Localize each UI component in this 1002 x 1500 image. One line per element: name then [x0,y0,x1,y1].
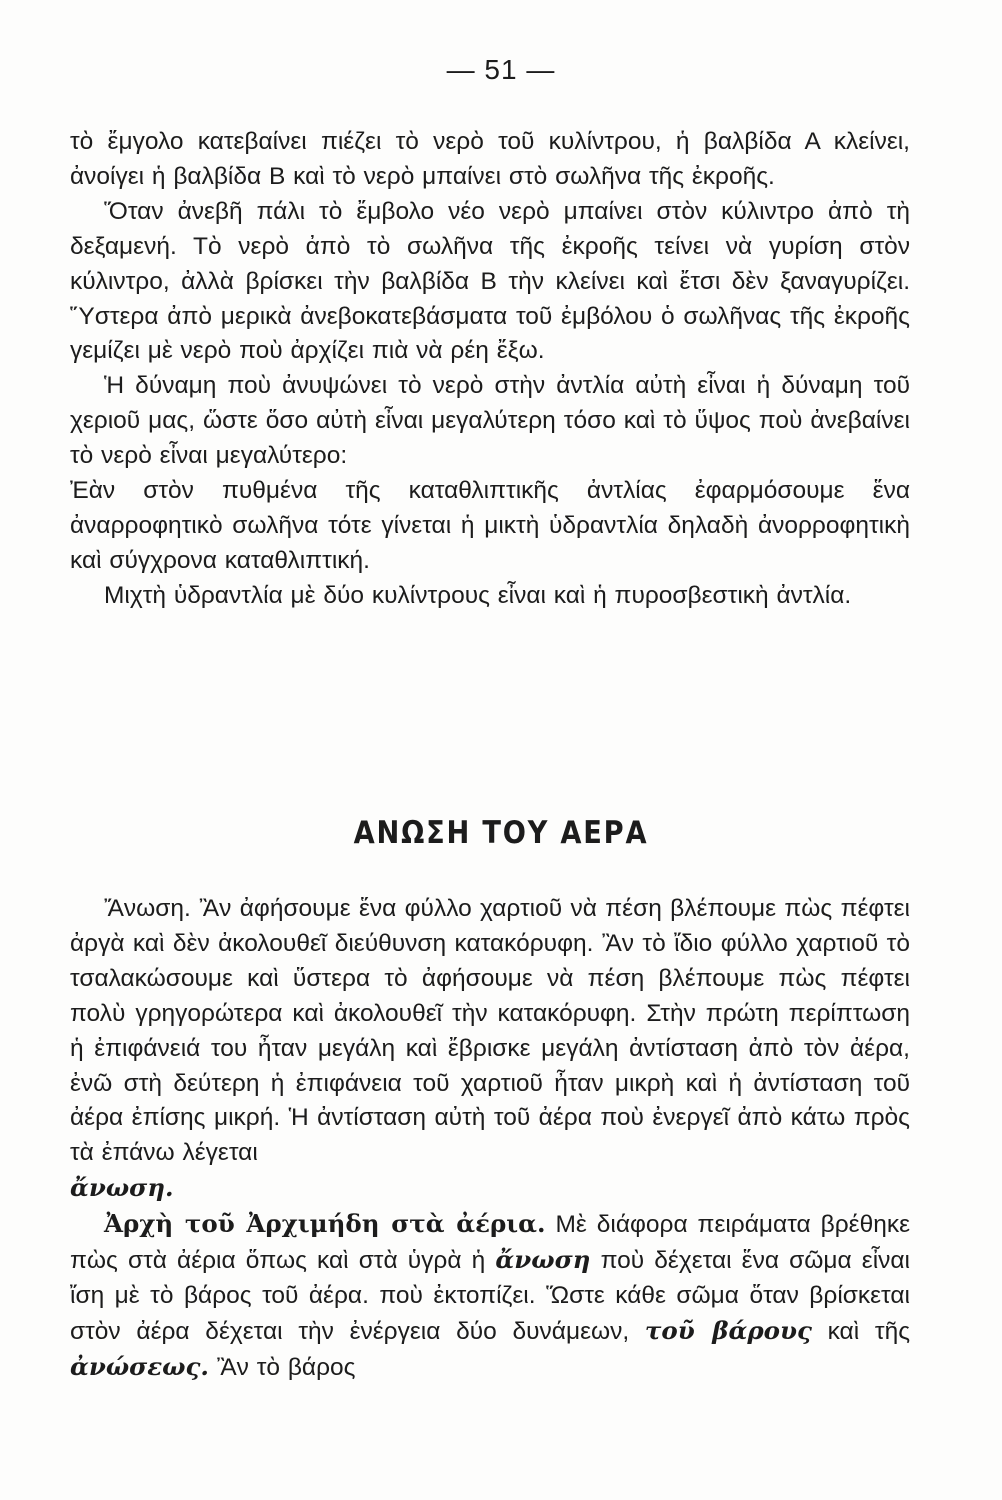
archimedes-text-d: Ἂν τὸ βάρος [216,1353,356,1381]
archimedes-text-c: καὶ τῆς [827,1317,911,1345]
paragraph-piston-rise: Ὅταν ἀνεβῆ πάλι τὸ ἔμβολο νέο νερὸ μπαίνει στὸν κύλιντρο ἀπὸ τὴ δεξαμενή. Τὸ νερὸ ἀπὸ τὸ σωλῆνα τῆς ἐκροῆς τείνει νὰ γυρίση στὸν κύλιντρο, ἀλλὰ βρίσκει τὴν βαλβίδα Β τὴν κλείνει καὶ ἔτσι δὲν ξαναγυρίζει. Ὕστερα ἀπὸ μερικὰ ἀνεβοκατεβάσματα τοῦ ἐμβόλου ὁ σωλῆνας τῆς ἐκροῆς γεμίζει μὲ νερὸ ποὺ ἀρχίζει πιὰ νὰ ρέη ἔξω. [70,197,910,365]
page-number: — 51 — [446,54,556,85]
buoyancy-term: ἄνωση. [70,1173,174,1203]
archimedes-lead-term: Ἀρχὴ τοῦ Ἀρχιμήδη στὰ ἀέρια. [104,1209,546,1239]
section-buoyancy-text [70,892,910,1386]
section-pump-text [70,125,910,614]
archimedes-text-b: ποὺ δέχεται ἕνα σῶμα εἶναι ἴση μὲ τὸ βάρος τοῦ ἀέρα. ποὺ ἐκτοπίζει. Ὥστε κάθε σῶμα ὅταν βρίσκεται στὸν ἀέρα δέχεται τὴν ἐνέργεια δύο δυνάμεων, [70,1247,910,1345]
paragraph-buoyancy-definition [70,892,910,1207]
buoyancy-definition-body: Ἂν ἀφήσουμε ἕνα φύλλο χαρτιοῦ νὰ πέση βλέπουμε πὼς πέφτει ἀργὰ καὶ δὲν ἀκολουθεῖ διεύθυνση κατακόρυφη. Ἂν τὸ ἴδιο φύλλο χαρτιοῦ τὸ τσαλακώσουμε καὶ ὕστερα τὸ ἀφήσουμε νὰ πέση βλέπουμε πὼς πέφτει πολὺ γρηγορώτερα καὶ ἀκολουθεῖ τὴν κατακόρυφη. Στὴν πρώτη περίπτωση ἡ ἐπιφάνειά του ἦταν μεγάλη καὶ ἔβρισκε μεγάλη ἀντίσταση ἀπὸ τὸν ἀέρα, ἐνῶ στὴ δεύτερη ἡ ἐπιφάνεια τοῦ χαρτιοῦ ἦταν μικρὴ καὶ ἡ ἀντίσταση τοῦ ἀέρα ἐπίσης μικρή. Ἡ ἀντίσταση αὐτὴ τοῦ ἀέρα ποὺ ἐνεργεῖ ἀπὸ κάτω πρὸς τὰ ἐπάνω λέγεται [70,895,910,1167]
section-heading: ΑΝΩΣΗ ΤΟΥ ΑΕΡΑ [353,815,649,851]
paragraph-mixed-pump: Ἐὰν στὸν πυθμένα τῆς καταθλιπτικῆς ἀντλίας ἐφαρμόσουμε ἕνα ἀναρροφητικὸ σωλῆνα τότε γίνεται ἡ μικτὴ ὑδραντλία δηλαδὴ ἀνορροφητικὴ καὶ σύγχρονα καταθλιπτική. [70,477,910,574]
archimedes-text-a: Μὲ διάφορα πειράματα βρέθηκε πὼς στὰ ἀέρια ὅπως καὶ στὰ ὑγρὰ ἡ [70,1211,910,1275]
paragraph-archimedes-gases [70,1207,910,1386]
archimedes-term-weight: τοῦ βάρους [644,1315,812,1345]
paragraph-lifting-force: Ἡ δύναμη ποὺ ἀνυψώνει τὸ νερὸ στὴν ἀντλία αὐτὴ εἶναι ἡ δύναμη τοῦ χεριοῦ μας, ὥστε ὅσο αὐτὴ εἶναι μεγαλύτερη τόσο καὶ τὸ ὕψος ποὺ ἀνεβαίνει τὸ νερὸ εἶναι μεγαλύτερο: [70,372,910,470]
paragraph-pump-continued: τὸ ἔμγολο κατεβαίνει πιέζει τὸ νερὸ τοῦ κυλίντρου, ἡ βαλβίδα Α κλείνει, ἀνοίγει ἡ βαλβίδα Β καὶ τὸ νερὸ μπαίνει στὸ σωλῆνα τῆς ἐκροῆς. [70,128,910,190]
archimedes-term-buoyancy: ἄνωση [495,1245,591,1275]
paragraph-fire-pump: Μιχτὴ ὑδραντλία μὲ δύο κυλίντρους εἶναι καὶ ἡ πυροσβεστικὴ ἀντλία. [104,581,852,609]
archimedes-term-buoyancy-genitive: ἀνώσεως. [70,1351,209,1381]
buoyancy-lead-term: Ἄνωση. [104,895,191,922]
